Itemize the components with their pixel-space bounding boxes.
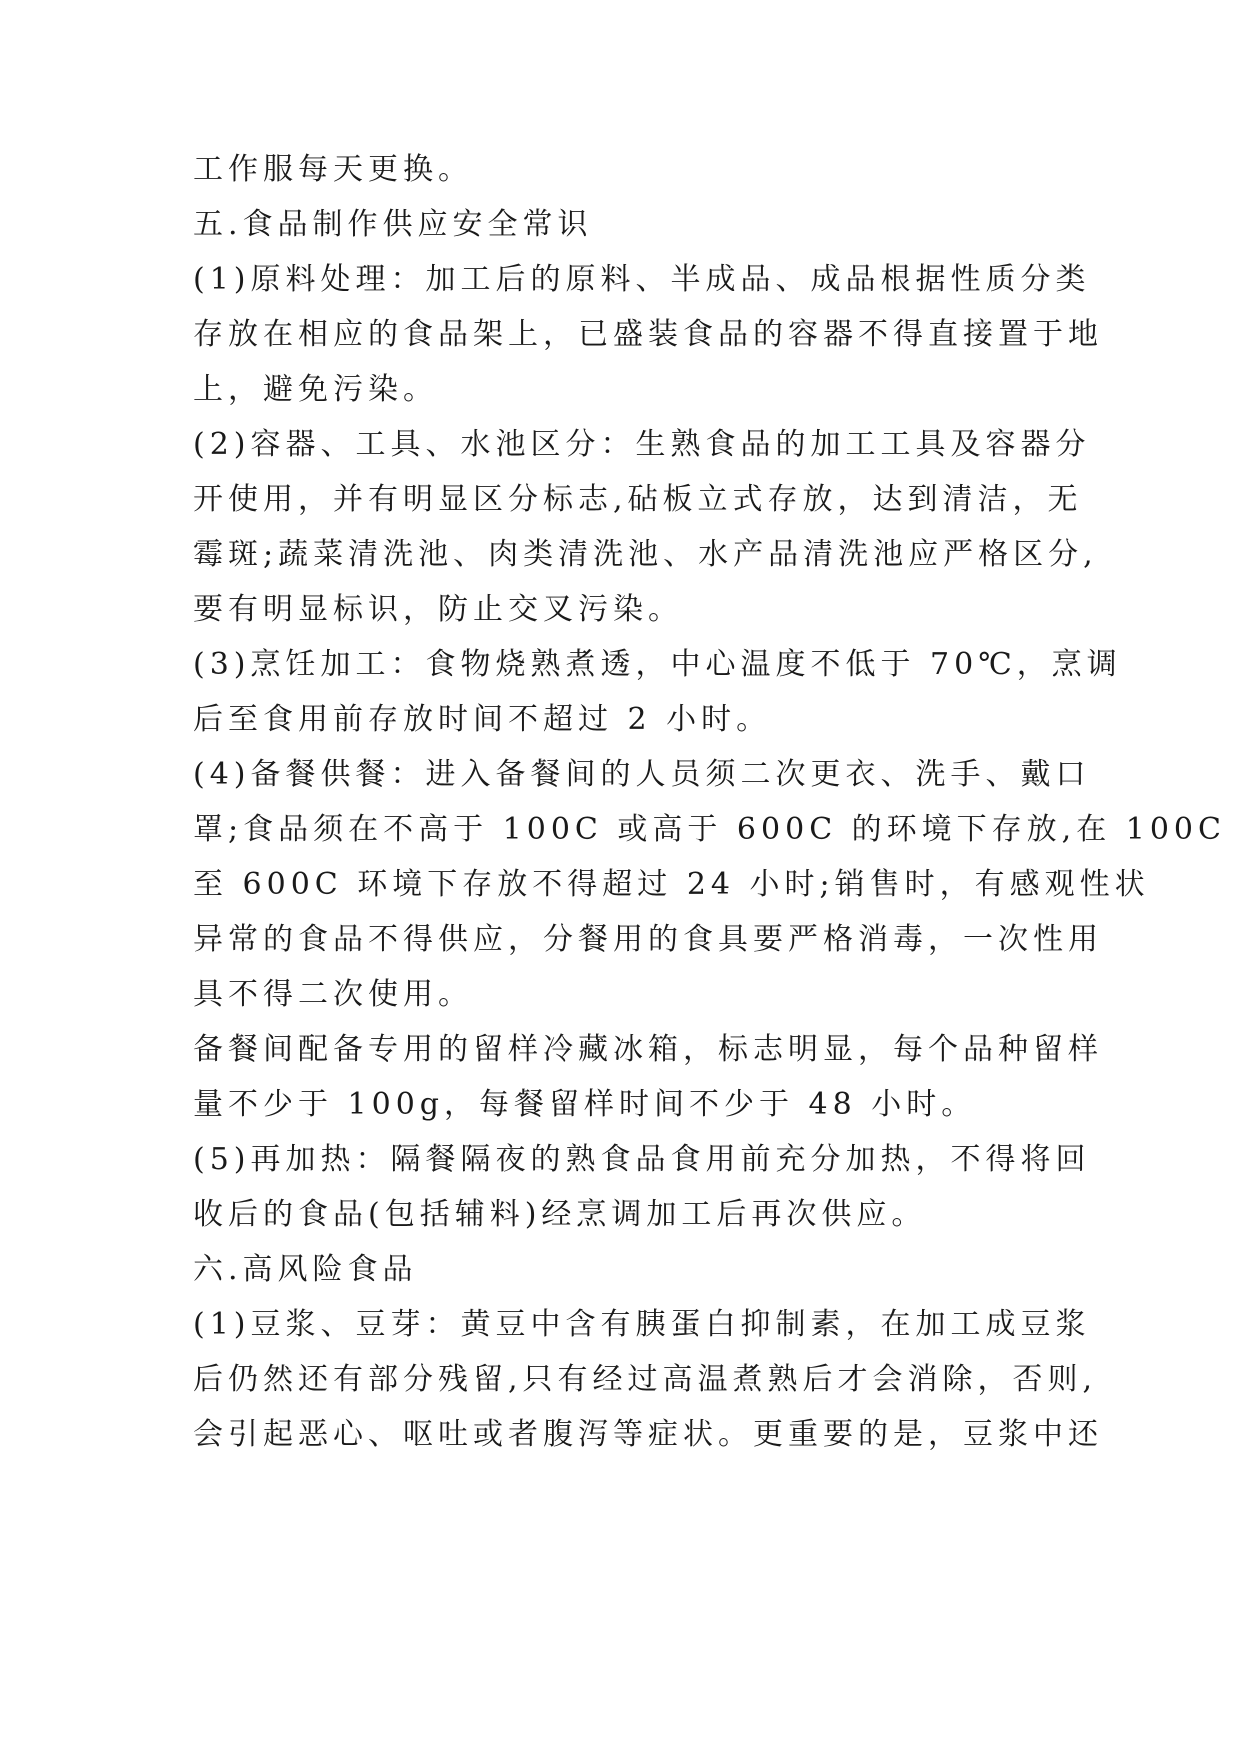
section-heading: 五.食品制作供应安全常识: [193, 207, 593, 242]
text-line: 工作服每天更换。: [193, 152, 473, 187]
text-line: 异常的食品不得供应，分餐用的食具要严格消毒，一次性用: [193, 922, 1103, 957]
text-line: 要有明显标识，防止交叉污染。: [193, 592, 683, 627]
text-line: (4)备餐供餐：进入备餐间的人员须二次更衣、洗手、戴口: [193, 757, 1091, 792]
text-line: 至 600C 环境下存放不得超过 24 小时;销售时，有感观性状: [193, 867, 1150, 902]
text-line: (5)再加热：隔餐隔夜的熟食品食用前充分加热，不得将回: [193, 1142, 1091, 1177]
text-line: 霉斑;蔬菜清洗池、肉类清洗池、水产品清洗池应严格区分,: [193, 537, 1098, 572]
section-heading: 六.高风险食品: [193, 1252, 418, 1287]
text-line: (3)烹饪加工：食物烧熟煮透，中心温度不低于 70℃，烹调: [193, 647, 1122, 682]
text-line: (1)豆浆、豆芽：黄豆中含有胰蛋白抑制素，在加工成豆浆: [193, 1307, 1091, 1342]
text-line: 开使用，并有明显区分标志,砧板立式存放，达到清洁，无: [193, 482, 1083, 517]
text-line: 存放在相应的食品架上，已盛装食品的容器不得直接置于地: [193, 317, 1103, 352]
text-line: (1)原料处理：加工后的原料、半成品、成品根据性质分类: [193, 262, 1091, 297]
text-line: 会引起恶心、呕吐或者腹泻等症状。更重要的是，豆浆中还: [193, 1417, 1103, 1452]
text-line: 量不少于 100g，每餐留样时间不少于 48 小时。: [193, 1087, 977, 1122]
text-line: 上，避免污染。: [193, 372, 438, 407]
text-line: 备餐间配备专用的留样冷藏冰箱，标志明显，每个品种留样: [193, 1032, 1103, 1067]
text-line: 后至食用前存放时间不超过 2 小时。: [193, 702, 772, 737]
text-line: 后仍然还有部分残留,只有经过高温煮熟后才会消除，否则,: [193, 1362, 1098, 1397]
text-line: 收后的食品(包括辅料)经烹调加工后再次供应。: [193, 1197, 927, 1232]
text-line: 罩;食品须在不高于 100C 或高于 600C 的环境下存放,在 100C: [193, 812, 1226, 847]
text-line: (2)容器、工具、水池区分：生熟食品的加工工具及容器分: [193, 427, 1091, 462]
text-line: 具不得二次使用。: [193, 977, 473, 1012]
